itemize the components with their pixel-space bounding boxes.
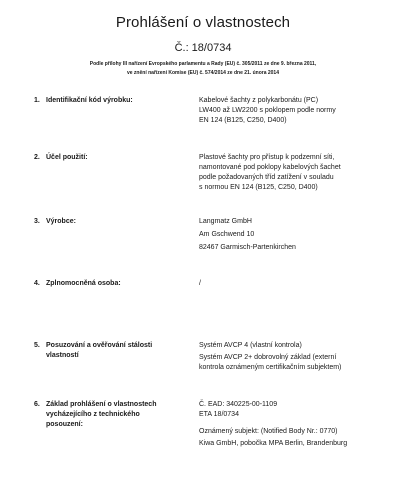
section-number: 1.: [34, 97, 40, 104]
section-number: 2.: [34, 154, 40, 161]
section-value: [199, 341, 389, 373]
section-label-text: vycházejícího z technického: [46, 411, 140, 418]
value-line: 82467 Garmisch-Partenkirchen: [199, 244, 296, 251]
section-label-text: Základ prohlášení o vlastnostech: [46, 401, 157, 408]
value-line: Am Gschwend 10: [199, 231, 255, 238]
section-label-text: vlastností: [46, 352, 79, 359]
regulation-line: ve znění nařízení Komise (EU) č. 574/2014 ze dne 21. února 2014: [126, 70, 279, 76]
section-number: 6.: [34, 401, 40, 408]
value-line: Systém AVCP 2+ dobrovolný základ (externí: [199, 354, 337, 361]
section-label: [34, 400, 194, 430]
section-label-text: Výrobce:: [46, 218, 76, 225]
section-value: [199, 153, 389, 193]
page-title: Prohlášení o vlastnostech: [115, 14, 291, 31]
value-line: LW400 až LW2200 s poklopem podle normy: [199, 107, 336, 114]
section-label-text: posouzení:: [46, 421, 83, 428]
section-number: 4.: [34, 280, 40, 287]
value-line: s normou EN 124 (B125, C250, D400): [199, 184, 318, 191]
value-line: EN 124 (B125, C250, D400): [199, 117, 287, 124]
section-label-text: Identifikační kód výrobku:: [46, 97, 133, 104]
value-line: Č. EAD: 340225-00-1109: [199, 401, 278, 408]
section-label: [34, 279, 194, 289]
document-number: Č.: 18/0734: [174, 42, 232, 54]
value-line: kontrola oznámeným certifikačním subjektem): [199, 364, 342, 371]
section-label-text: Posuzování a ověřování stálosti: [46, 342, 153, 349]
value-line: Systém AVCP 4 (vlastní kontrola): [199, 342, 302, 349]
section-label: [34, 217, 194, 227]
value-line: Plastové šachty pro přístup k podzemní síti,: [199, 154, 335, 161]
value-line: ETA 18/0734: [199, 411, 239, 418]
spacer: [199, 420, 389, 427]
section-label: [34, 153, 194, 163]
value-line: Kiwa GmbH, pobočka MPA Berlin, Brandenburg: [199, 440, 348, 447]
section-label: [34, 341, 194, 361]
value-line: /: [199, 280, 201, 287]
value-line: Kabelové šachty z polykarbonátu (PC): [199, 97, 319, 104]
section-label-text: Účel použití:: [46, 154, 88, 161]
section-label: [34, 96, 194, 106]
section-value: [199, 400, 389, 449]
section-value: [199, 96, 389, 126]
value-line: podle požadovaných tříd zatížení v souladu: [199, 174, 334, 181]
section-number: 5.: [34, 342, 40, 349]
section-value: [199, 217, 389, 253]
section-value: [199, 279, 389, 289]
value-line: namontované pod poklopy kabelových šachet: [199, 164, 341, 171]
value-line: Oznámený subjekt: (Notified Body Nr.: 0770): [199, 428, 338, 435]
section-number: 3.: [34, 218, 40, 225]
regulation-reference: [60, 60, 346, 78]
regulation-line: Podle přílohy III nařízení Evropského parlamentu a Rady (EU) č. 305/2011 ze dne 9. března 2011,: [89, 61, 317, 67]
value-line: Langmatz GmbH: [199, 218, 252, 225]
section-label-text: Zplnomocněná osoba:: [46, 280, 121, 287]
